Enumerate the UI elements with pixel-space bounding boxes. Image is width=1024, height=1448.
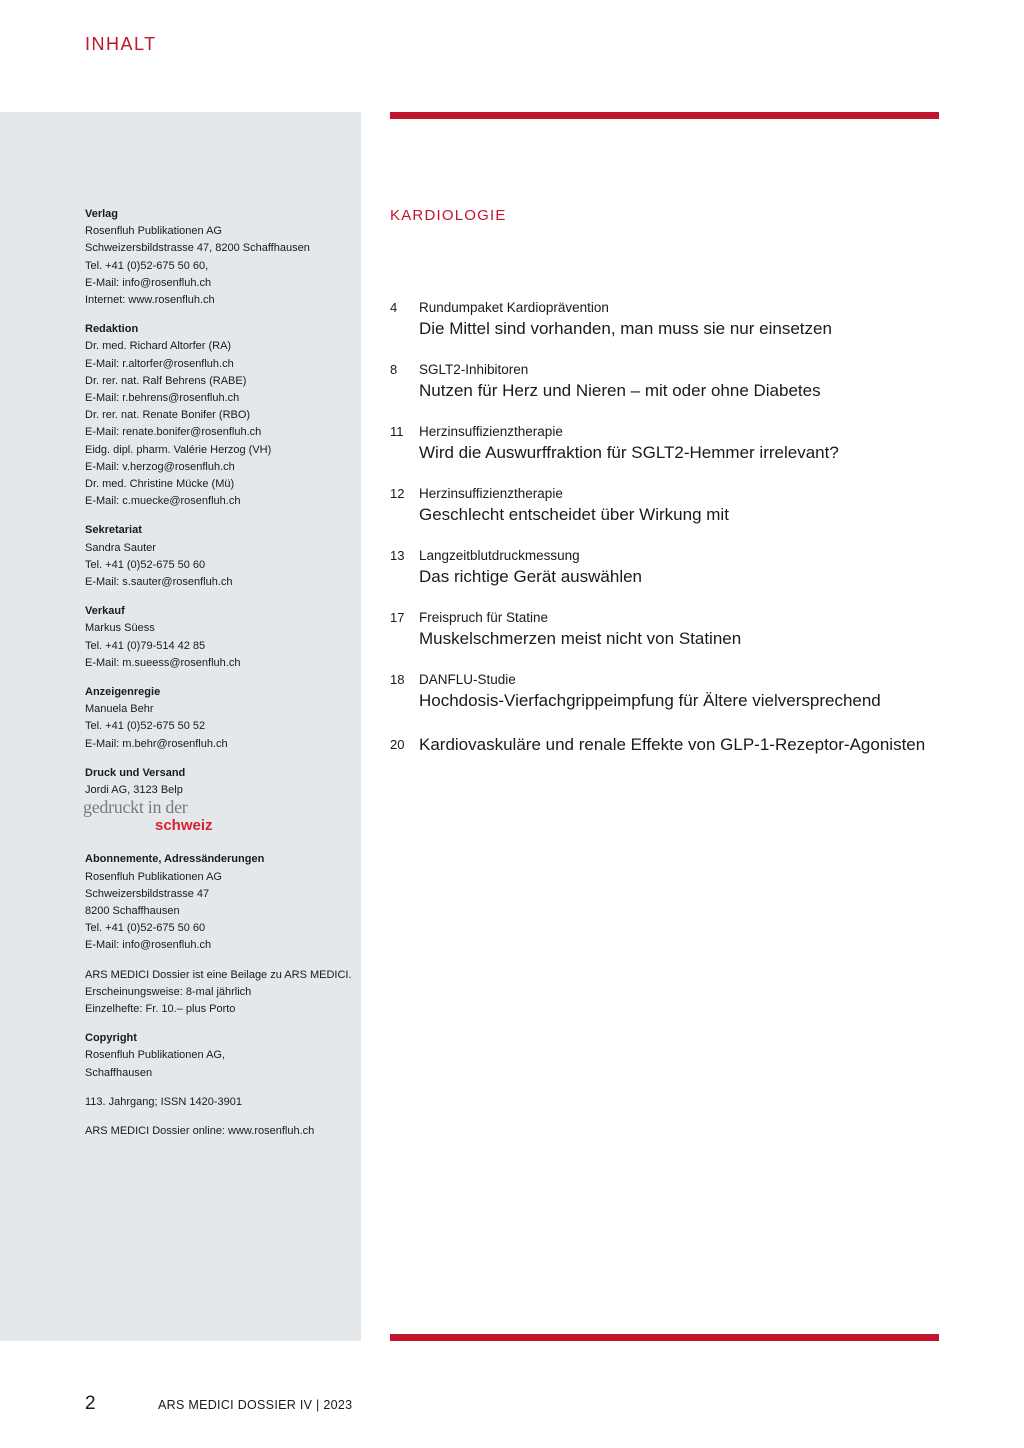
bottom-accent-rule	[390, 1334, 939, 1341]
imprint-line: Schweizersbildstrasse 47, 8200 Schaffhausen	[85, 242, 310, 255]
imprint-druck	[85, 765, 355, 799]
imprint-line: Manuela Behr	[85, 703, 154, 716]
footer-page-number: 2	[85, 1393, 96, 1414]
imprint-line: E-Mail: r.altorfer@rosenfluh.ch	[85, 357, 234, 370]
imprint-heading: Copyright	[85, 1032, 137, 1045]
toc-page-number: 4	[390, 300, 398, 315]
toc-kicker: Herzinsuffizienztherapie	[419, 424, 563, 439]
imprint-line: Rosenfluh Publikationen AG	[85, 225, 222, 238]
imprint-line: Dr. med. Christine Mücke (Mü)	[85, 478, 235, 491]
toc-page-number: 20	[390, 737, 405, 752]
imprint-heading: Druck und Versand	[85, 766, 186, 779]
imprint-line: Dr. med. Richard Altorfer (RA)	[85, 340, 232, 353]
toc-page-number: 18	[390, 672, 405, 687]
imprint-line: Tel. +41 (0)52-675 50 52	[85, 720, 206, 733]
imprint-line: E-Mail: m.sueess@rosenfluh.ch	[85, 656, 241, 669]
imprint-verkauf	[85, 603, 355, 672]
imprint-sidebar	[0, 112, 361, 1341]
imprint-line: Schweizersbildstrasse 47	[85, 887, 210, 900]
toc-headline: Hochdosis-Vierfachgrippeimpfung für Ältere vielversprechend	[419, 691, 881, 710]
toc-headline: Kardiovaskuläre und renale Effekte von GLP-1-Rezeptor-Agonisten	[419, 735, 926, 754]
toc-kicker: SGLT2-Inhibitoren	[419, 362, 529, 377]
imprint-heading: Redaktion	[85, 323, 139, 336]
imprint-verlag	[85, 206, 355, 309]
imprint-heading: Abonnemente, Adressänderungen	[85, 853, 265, 866]
imprint-jahrgang	[85, 1094, 355, 1111]
toc-headline: Das richtige Gerät auswählen	[419, 567, 643, 586]
imprint-line: Markus Süess	[85, 622, 155, 635]
toc-entry[interactable]	[390, 299, 950, 340]
imprint-line: Tel. +41 (0)79-514 42 85	[85, 639, 206, 652]
toc-kicker: DANFLU-Studie	[419, 672, 516, 687]
imprint-line: Sandra Sauter	[85, 541, 156, 554]
imprint-heading: Verlag	[85, 208, 119, 220]
toc-kicker: Langzeitblutdruckmessung	[419, 548, 580, 563]
toc-headline: Geschlecht entscheidet über Wirkung mit	[419, 505, 729, 524]
imprint-line: Einzelhefte: Fr. 10.– plus Porto	[85, 1002, 236, 1015]
toc-kicker: Rundumpaket Kardioprävention	[419, 300, 609, 315]
imprint-line: Tel. +41 (0)52-675 50 60,	[85, 259, 209, 272]
imprint-redaktion	[85, 321, 355, 510]
logo-text-bottom: schweiz	[155, 817, 213, 835]
toc-headline: Wird die Auswurffraktion für SGLT2-Hemmer irrelevant?	[419, 443, 839, 462]
gedruckt-in-der-schweiz-logo	[85, 799, 225, 835]
imprint-line: 113. Jahrgang; ISSN 1420-3901	[85, 1095, 242, 1108]
toc-entry[interactable]	[390, 485, 950, 526]
toc-entry[interactable]	[390, 547, 950, 588]
footer-magazine-issue: ARS MEDICI DOSSIER IV | 2023	[158, 1398, 353, 1412]
imprint-line: Schaffhausen	[85, 1066, 153, 1079]
imprint-heading: Anzeigenregie	[85, 686, 161, 699]
imprint-online	[85, 1123, 355, 1140]
imprint-copyright	[85, 1030, 355, 1082]
imprint-line: E-Mail: v.herzog@rosenfluh.ch	[85, 460, 235, 473]
table-of-contents	[390, 299, 950, 777]
imprint-line: E-Mail: renate.bonifer@rosenfluh.ch	[85, 426, 262, 439]
imprint-line: E-Mail: info@rosenfluh.ch	[85, 939, 212, 952]
toc-headline: Muskelschmerzen meist nicht von Statinen	[419, 629, 742, 648]
imprint-line: Rosenfluh Publikationen AG	[85, 870, 222, 883]
section-title: KARDIOLOGIE	[390, 207, 507, 224]
imprint-line: Rosenfluh Publikationen AG,	[85, 1049, 226, 1062]
toc-page-number: 13	[390, 548, 405, 563]
imprint-heading: Sekretariat	[85, 524, 142, 537]
imprint-line: Tel. +41 (0)52-675 50 60	[85, 558, 206, 571]
toc-page-number: 11	[390, 424, 404, 439]
imprint-line: E-Mail: m.behr@rosenfluh.ch	[85, 737, 228, 750]
top-accent-rule	[390, 112, 939, 119]
imprint-sekretariat	[85, 522, 355, 591]
toc-kicker: Freispruch für Statine	[419, 610, 549, 625]
toc-headline: Die Mittel sind vorhanden, man muss sie nur einsetzen	[419, 319, 832, 338]
imprint-line: E-Mail: c.muecke@rosenfluh.ch	[85, 495, 241, 508]
imprint-line: ARS MEDICI Dossier online: www.rosenfluh.ch	[85, 1124, 315, 1137]
logo-text-top: gedruckt in der	[83, 797, 188, 818]
toc-entry[interactable]	[390, 609, 950, 650]
imprint-content	[85, 206, 355, 1152]
imprint-line: E-Mail: s.sauter@rosenfluh.ch	[85, 576, 233, 589]
toc-entry[interactable]	[390, 361, 950, 402]
imprint-anzeigenregie	[85, 684, 355, 753]
toc-entry[interactable]	[390, 733, 950, 756]
imprint-line: E-Mail: r.behrens@rosenfluh.ch	[85, 392, 240, 405]
imprint-line: Dr. rer. nat. Renate Bonifer (RBO)	[85, 409, 251, 422]
imprint-line: Dr. rer. nat. Ralf Behrens (RABE)	[85, 374, 247, 387]
imprint-line: Jordi AG, 3123 Belp	[85, 784, 183, 797]
toc-page-number: 12	[390, 486, 405, 501]
page-section-header: INHALT	[85, 34, 157, 54]
imprint-line: Erscheinungsweise: 8-mal jährlich	[85, 985, 252, 998]
imprint-line: ARS MEDICI Dossier ist eine Beilage zu ARS MEDICI.	[85, 968, 352, 981]
toc-entry[interactable]	[390, 423, 950, 464]
imprint-heading: Verkauf	[85, 605, 125, 618]
toc-headline: Nutzen für Herz und Nieren – mit oder ohne Diabetes	[419, 381, 821, 400]
toc-page-number: 8	[390, 362, 398, 377]
toc-page-number: 17	[390, 610, 405, 625]
imprint-abo	[85, 851, 355, 954]
imprint-info	[85, 967, 355, 1019]
imprint-line: Tel. +41 (0)52-675 50 60	[85, 922, 206, 935]
toc-entry[interactable]	[390, 671, 950, 712]
toc-kicker: Herzinsuffizienztherapie	[419, 486, 563, 501]
imprint-line: Internet: www.rosenfluh.ch	[85, 294, 215, 307]
imprint-line: Eidg. dipl. pharm. Valérie Herzog (VH)	[85, 443, 272, 456]
imprint-line: E-Mail: info@rosenfluh.ch	[85, 276, 212, 289]
imprint-line: 8200 Schaffhausen	[85, 904, 180, 917]
